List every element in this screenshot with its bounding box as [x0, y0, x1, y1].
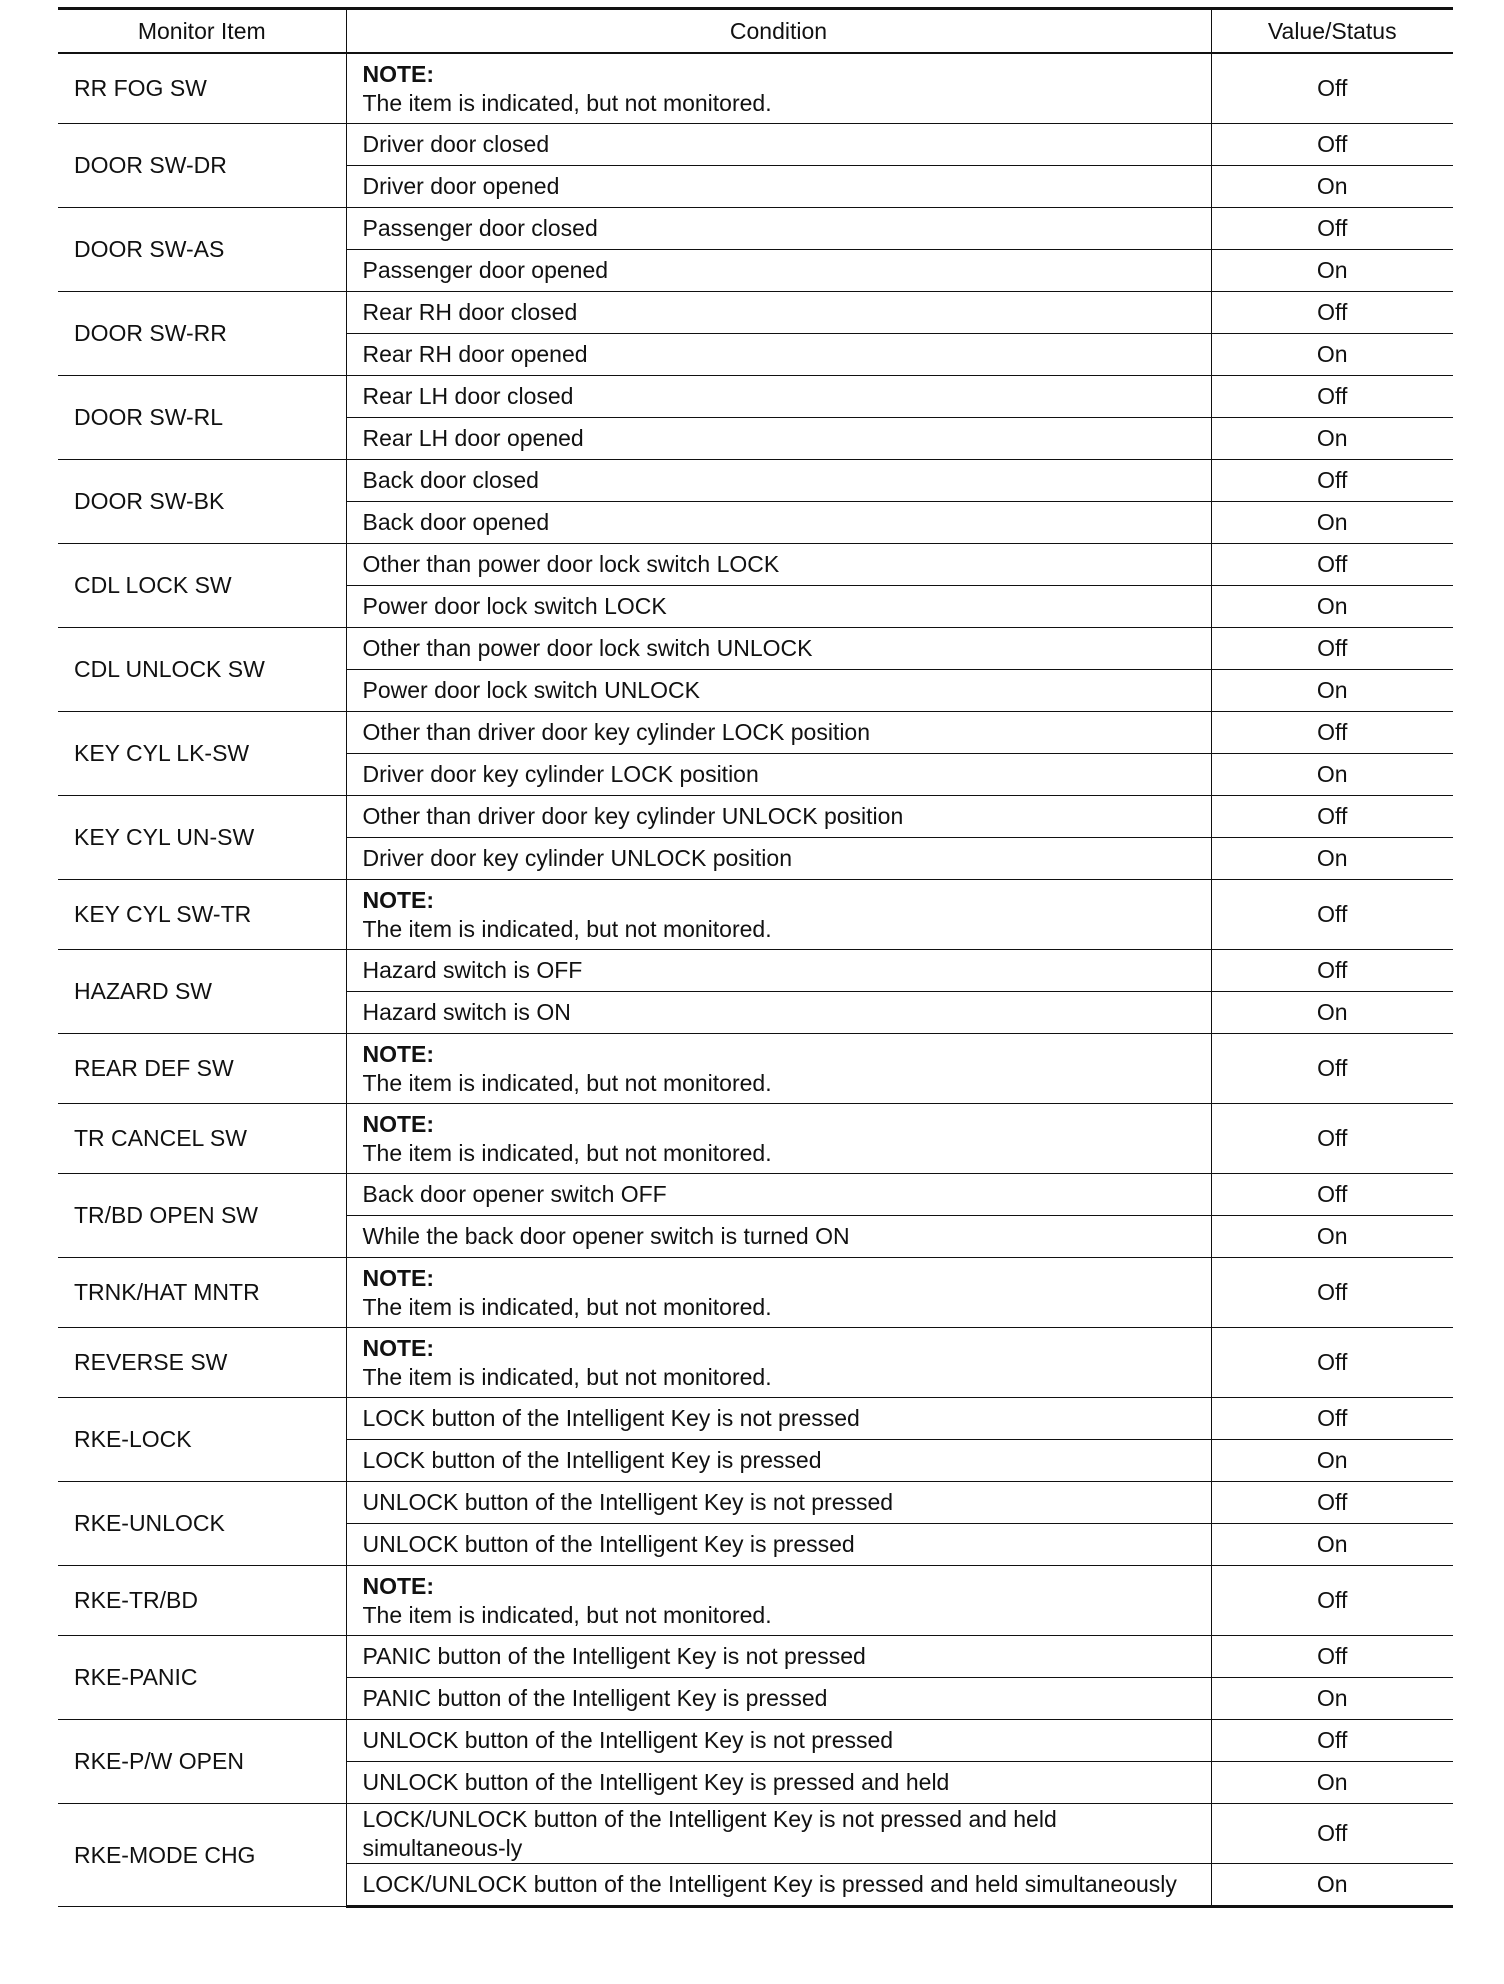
- value-status-cell: Off: [1211, 124, 1453, 166]
- value-status-cell: On: [1211, 418, 1453, 460]
- monitor-item-cell: TRNK/HAT MNTR: [58, 1258, 346, 1328]
- monitor-item-cell: RKE-PANIC: [58, 1636, 346, 1720]
- condition-cell: [346, 1034, 1211, 1104]
- value-status-cell: Off: [1211, 1034, 1453, 1104]
- table-row: [58, 124, 1453, 166]
- monitor-item-cell: KEY CYL LK-SW: [58, 712, 346, 796]
- table-row: [58, 628, 1453, 670]
- note-label: NOTE:: [362, 1110, 435, 1137]
- table-body: [58, 53, 1453, 1907]
- data-monitor-table: [58, 7, 1453, 1908]
- monitor-item-cell: REVERSE SW: [58, 1328, 346, 1398]
- value-status-cell: On: [1211, 334, 1453, 376]
- header-condition: Condition: [346, 9, 1211, 54]
- condition-cell: Back door closed: [346, 460, 1211, 502]
- note-text: The item is indicated, but not monitored.: [362, 1139, 772, 1166]
- value-status-cell: On: [1211, 502, 1453, 544]
- condition-cell: [346, 53, 1211, 124]
- table-row: [58, 880, 1453, 950]
- condition-cell: [346, 1104, 1211, 1174]
- table-row: [58, 712, 1453, 754]
- table-row: [58, 1482, 1453, 1524]
- condition-cell: Power door lock switch UNLOCK: [346, 670, 1211, 712]
- table-row: [58, 1720, 1453, 1762]
- monitor-item-cell: CDL UNLOCK SW: [58, 628, 346, 712]
- note-label: NOTE:: [362, 60, 435, 87]
- value-status-cell: On: [1211, 1216, 1453, 1258]
- condition-cell: LOCK/UNLOCK button of the Intelligent Key is pressed and held simultaneously: [346, 1864, 1211, 1907]
- monitor-item-cell: DOOR SW-DR: [58, 124, 346, 208]
- value-status-cell: Off: [1211, 53, 1453, 124]
- condition-cell: PANIC button of the Intelligent Key is not pressed: [346, 1636, 1211, 1678]
- condition-cell: Driver door closed: [346, 124, 1211, 166]
- condition-cell: LOCK/UNLOCK button of the Intelligent Key is not pressed and held simultaneous-ly: [346, 1804, 1211, 1864]
- note-text: The item is indicated, but not monitored.: [362, 1363, 772, 1390]
- table-row: [58, 1804, 1453, 1864]
- table-row: [58, 292, 1453, 334]
- condition-cell: Rear LH door opened: [346, 418, 1211, 460]
- monitor-item-cell: RKE-UNLOCK: [58, 1482, 346, 1566]
- condition-cell: LOCK button of the Intelligent Key is pressed: [346, 1440, 1211, 1482]
- monitor-item-cell: RKE-LOCK: [58, 1398, 346, 1482]
- note-label: NOTE:: [362, 886, 435, 913]
- value-status-cell: On: [1211, 838, 1453, 880]
- condition-cell: [346, 1566, 1211, 1636]
- value-status-cell: Off: [1211, 1804, 1453, 1864]
- value-status-cell: Off: [1211, 292, 1453, 334]
- value-status-cell: On: [1211, 166, 1453, 208]
- monitor-item-cell: RKE-TR/BD: [58, 1566, 346, 1636]
- condition-cell: [346, 1328, 1211, 1398]
- condition-cell: Passenger door closed: [346, 208, 1211, 250]
- value-status-cell: Off: [1211, 712, 1453, 754]
- value-status-cell: On: [1211, 250, 1453, 292]
- table-row: [58, 1566, 1453, 1636]
- value-status-cell: Off: [1211, 1258, 1453, 1328]
- monitor-item-cell: DOOR SW-AS: [58, 208, 346, 292]
- monitor-item-cell: HAZARD SW: [58, 950, 346, 1034]
- condition-cell: Driver door opened: [346, 166, 1211, 208]
- condition-cell: UNLOCK button of the Intelligent Key is not pressed: [346, 1482, 1211, 1524]
- value-status-cell: On: [1211, 586, 1453, 628]
- value-status-cell: Off: [1211, 880, 1453, 950]
- table-row: [58, 1636, 1453, 1678]
- value-status-cell: On: [1211, 1440, 1453, 1482]
- note-label: NOTE:: [362, 1334, 435, 1361]
- note-label: NOTE:: [362, 1040, 435, 1067]
- value-status-cell: Off: [1211, 1482, 1453, 1524]
- value-status-cell: Off: [1211, 628, 1453, 670]
- monitor-item-cell: TR/BD OPEN SW: [58, 1174, 346, 1258]
- condition-cell: Rear RH door opened: [346, 334, 1211, 376]
- value-status-cell: On: [1211, 992, 1453, 1034]
- value-status-cell: Off: [1211, 208, 1453, 250]
- condition-cell: Rear RH door closed: [346, 292, 1211, 334]
- monitor-item-cell: KEY CYL UN-SW: [58, 796, 346, 880]
- value-status-cell: Off: [1211, 1636, 1453, 1678]
- value-status-cell: On: [1211, 1678, 1453, 1720]
- value-status-cell: Off: [1211, 544, 1453, 586]
- condition-cell: UNLOCK button of the Intelligent Key is not pressed: [346, 1720, 1211, 1762]
- value-status-cell: On: [1211, 1864, 1453, 1907]
- monitor-item-cell: RKE-P/W OPEN: [58, 1720, 346, 1804]
- note-text: The item is indicated, but not monitored.: [362, 1601, 772, 1628]
- table-row: [58, 53, 1453, 124]
- condition-cell: Power door lock switch LOCK: [346, 586, 1211, 628]
- table-row: [58, 1328, 1453, 1398]
- condition-cell: UNLOCK button of the Intelligent Key is pressed: [346, 1524, 1211, 1566]
- table-row: [58, 1174, 1453, 1216]
- condition-cell: Other than power door lock switch UNLOCK: [346, 628, 1211, 670]
- value-status-cell: On: [1211, 1524, 1453, 1566]
- header-value-status: Value/Status: [1211, 9, 1453, 54]
- condition-cell: PANIC button of the Intelligent Key is pressed: [346, 1678, 1211, 1720]
- table-row: [58, 376, 1453, 418]
- value-status-cell: Off: [1211, 1398, 1453, 1440]
- note-text: The item is indicated, but not monitored.: [362, 1069, 772, 1096]
- condition-cell: [346, 880, 1211, 950]
- monitor-item-cell: DOOR SW-RR: [58, 292, 346, 376]
- condition-cell: Back door opened: [346, 502, 1211, 544]
- value-status-cell: Off: [1211, 950, 1453, 992]
- condition-cell: Other than driver door key cylinder LOCK position: [346, 712, 1211, 754]
- monitor-item-cell: REAR DEF SW: [58, 1034, 346, 1104]
- note-label: NOTE:: [362, 1264, 435, 1291]
- table-header-row: [58, 9, 1453, 54]
- condition-cell: Hazard switch is OFF: [346, 950, 1211, 992]
- value-status-cell: Off: [1211, 1566, 1453, 1636]
- table-row: [58, 796, 1453, 838]
- value-status-cell: Off: [1211, 460, 1453, 502]
- value-status-cell: On: [1211, 670, 1453, 712]
- table-row: [58, 544, 1453, 586]
- monitor-item-cell: RKE-MODE CHG: [58, 1804, 346, 1907]
- table-row: [58, 1034, 1453, 1104]
- table-row: [58, 208, 1453, 250]
- condition-cell: LOCK button of the Intelligent Key is not pressed: [346, 1398, 1211, 1440]
- condition-cell: Driver door key cylinder UNLOCK position: [346, 838, 1211, 880]
- table-row: [58, 1104, 1453, 1174]
- value-status-cell: Off: [1211, 1328, 1453, 1398]
- value-status-cell: On: [1211, 754, 1453, 796]
- value-status-cell: Off: [1211, 376, 1453, 418]
- note-label: NOTE:: [362, 1572, 435, 1599]
- monitor-item-cell: DOOR SW-BK: [58, 460, 346, 544]
- value-status-cell: Off: [1211, 1104, 1453, 1174]
- note-text: The item is indicated, but not monitored.: [362, 1293, 772, 1320]
- condition-cell: UNLOCK button of the Intelligent Key is pressed and held: [346, 1762, 1211, 1804]
- monitor-item-cell: RR FOG SW: [58, 53, 346, 124]
- condition-cell: [346, 1258, 1211, 1328]
- monitor-item-cell: DOOR SW-RL: [58, 376, 346, 460]
- condition-cell: Driver door key cylinder LOCK position: [346, 754, 1211, 796]
- value-status-cell: On: [1211, 1762, 1453, 1804]
- note-text: The item is indicated, but not monitored.: [362, 915, 772, 942]
- condition-cell: Other than driver door key cylinder UNLOCK position: [346, 796, 1211, 838]
- table-row: [58, 950, 1453, 992]
- monitor-item-cell: CDL LOCK SW: [58, 544, 346, 628]
- condition-cell: Back door opener switch OFF: [346, 1174, 1211, 1216]
- monitor-item-cell: TR CANCEL SW: [58, 1104, 346, 1174]
- table-row: [58, 1258, 1453, 1328]
- note-text: The item is indicated, but not monitored.: [362, 89, 772, 116]
- condition-cell: Passenger door opened: [346, 250, 1211, 292]
- table-row: [58, 1398, 1453, 1440]
- condition-cell: Other than power door lock switch LOCK: [346, 544, 1211, 586]
- header-monitor-item: Monitor Item: [58, 9, 346, 54]
- table-row: [58, 460, 1453, 502]
- condition-cell: Hazard switch is ON: [346, 992, 1211, 1034]
- value-status-cell: Off: [1211, 1174, 1453, 1216]
- monitor-item-cell: KEY CYL SW-TR: [58, 880, 346, 950]
- value-status-cell: Off: [1211, 796, 1453, 838]
- value-status-cell: Off: [1211, 1720, 1453, 1762]
- condition-cell: Rear LH door closed: [346, 376, 1211, 418]
- condition-cell: While the back door opener switch is turned ON: [346, 1216, 1211, 1258]
